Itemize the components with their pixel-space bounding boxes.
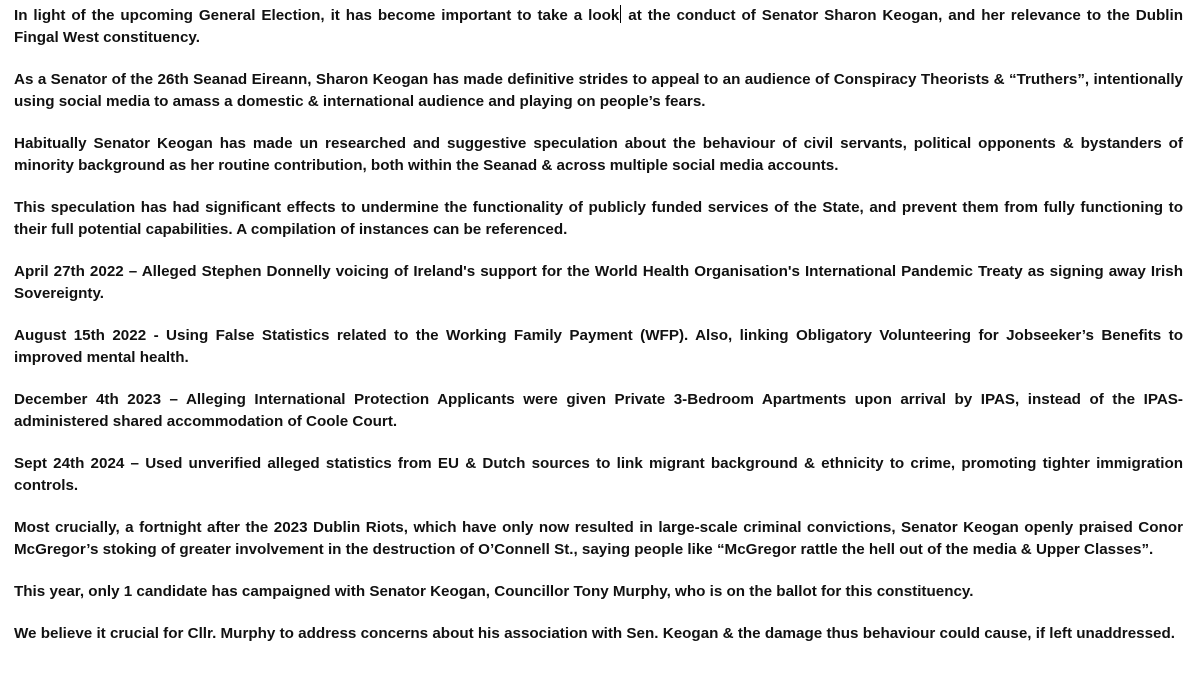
- paragraph-intro[interactable]: [14, 5, 1183, 49]
- paragraph-instance-sept-2024[interactable]: Sept 24th 2024 – Used unverified alleged statistics from EU & Dutch sources to link migrant background & ethnicity to crime, promoting tighter immigration controls.: [14, 455, 1183, 494]
- paragraph-candidate[interactable]: This year, only 1 candidate has campaigned with Senator Keogan, Councillor Tony Murphy, who is on the ballot for this constituency.: [14, 583, 974, 600]
- paragraph-effects[interactable]: This speculation has had significant effects to undermine the functionality of publicly funded services of the State, and prevent them from fully functioning to their full potential capabilities. A compilation of instances can be referenced.: [14, 199, 1183, 238]
- paragraph-instance-december-2023[interactable]: December 4th 2023 – Alleging International Protection Applicants were given Private 3-Bedroom Apartments upon arrival by IPAS, instead of the IPAS-administered shared accommodation of Coole Court.: [14, 391, 1183, 430]
- intro-text-after-cursor: at the conduct of Senator Sharon Keogan, and her relevance to the Dublin Fingal West constituency.: [14, 7, 1183, 46]
- paragraph-dublin-riots[interactable]: Most crucially, a fortnight after the 2023 Dublin Riots, which have only now resulted in large-scale criminal convictions, Senator Keogan openly praised Conor McGregor’s stoking of greater involvement in the destruction of O’Connell St., saying people like “McGregor rattle the hell out of the media & Upper Classes”.: [14, 519, 1183, 558]
- paragraph-conclusion[interactable]: We believe it crucial for Cllr. Murphy to address concerns about his association with Sen. Keogan & the damage thus behaviour could cause, if left unaddressed.: [14, 625, 1175, 642]
- paragraph-instance-april-2022[interactable]: April 27th 2022 – Alleged Stephen Donnelly voicing of Ireland's support for the World Health Organisation's International Pandemic Treaty as signing away Irish Sovereignty.: [14, 263, 1183, 302]
- paragraph-senator-social-media[interactable]: As a Senator of the 26th Seanad Eireann, Sharon Keogan has made definitive strides to appeal to an audience of Conspiracy Theorists & “Truthers”, intentionally using social media to amass a domestic & international audience and playing on people’s fears.: [14, 71, 1183, 110]
- paragraph-instance-august-2022[interactable]: August 15th 2022 - Using False Statistics related to the Working Family Payment (WFP). Also, linking Obligatory Volunteering for Jobseeker’s Benefits to improved mental health.: [14, 327, 1183, 366]
- paragraph-speculation[interactable]: Habitually Senator Keogan has made un researched and suggestive speculation about the behaviour of civil servants, political opponents & bystanders of minority background as her routine contribution, both within the Seanad & across multiple social media accounts.: [14, 135, 1183, 174]
- intro-text-before-cursor: In light of the upcoming General Election, it has become important to take a look: [14, 7, 620, 24]
- document-body[interactable]: [14, 5, 1183, 645]
